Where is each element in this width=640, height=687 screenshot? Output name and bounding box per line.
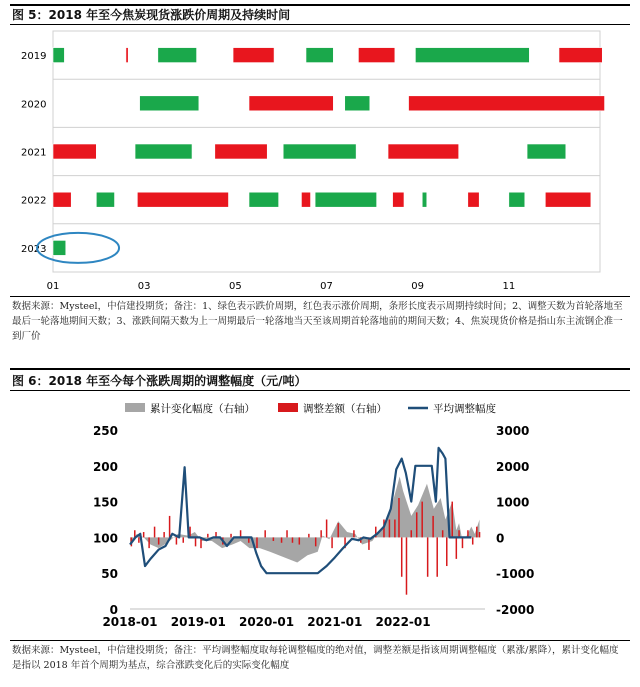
fig6-bar-adjustment [169,516,171,537]
fig6-bar-adjustment [436,537,438,576]
fig5-period-bar-up [233,48,274,63]
fig6-left-tick-label: 250 [92,424,118,438]
fig6-legend-swatch [125,403,145,412]
fig6-bar-adjustment [176,537,178,544]
fig6-x-tick-label: 2020-01 [238,615,295,629]
fig6-bar-adjustment [432,516,434,537]
fig6-bar-adjustment [183,537,185,542]
fig6-bar-adjustment [337,523,339,537]
fig5-period-bar-up [545,192,591,207]
fig5-period-bar-up [358,48,394,63]
fig5-period-bar-down [345,96,370,111]
fig5-x-tick-label: 11 [502,281,516,292]
fig6-bar-adjustment [416,512,418,537]
fig5-row-label: 2020 [21,99,47,111]
fig5-x-tick-label: 07 [320,281,333,292]
fig6-x-tick-label: 2021-01 [307,615,363,629]
fig5-period-bar-down [96,192,114,207]
fig5-period-bar-down [422,192,427,207]
fig6-bar-adjustment [292,537,294,542]
fig6-bar-adjustment [264,530,266,537]
fig6-left-tick-label: 100 [92,531,118,546]
fig6-bar-adjustment [406,537,408,594]
fig6-legend-label: 累计变化幅度（右轴） [150,403,255,415]
fig5-period-bar-down [527,144,566,159]
fig6-bar-adjustment [273,537,275,541]
fig6-bar-adjustment [401,537,403,576]
fig6-bar-adjustment [163,532,165,537]
fig6-top-rule [10,368,630,370]
fig6-x-tick-label: 2022-01 [375,615,431,629]
fig6-legend-label: 平均调整幅度 [433,403,496,415]
fig5-period-bar-down [53,48,64,63]
fig5-period-bar-down [415,48,529,63]
fig5-row-label: 2022 [21,195,47,207]
fig5-highlight-circle [37,233,119,263]
fig6-bar-adjustment [230,534,232,538]
fig6-bar-adjustment [326,520,328,538]
fig6-line-chart [0,392,640,637]
fig5-period-bar-up [137,192,228,207]
fig6-x-tick-label: 2018-01 [102,615,158,629]
fig6-title: 图 6：2018 年至今每个涨跌周期的调整幅度（元/吨） [12,374,307,388]
fig6-right-tick-label: -2000 [496,603,535,617]
fig5-period-bar-up [393,192,404,207]
fig5-period-bar-down [53,240,66,255]
fig5-period-bar-up [559,48,602,63]
fig5-period-bar-up [249,96,333,111]
fig6-right-tick-label: 1000 [496,495,530,510]
fig6-bar-adjustment [411,530,413,537]
fig6-bar-adjustment [427,537,429,576]
fig6-bar-adjustment [389,520,391,538]
fig6-left-tick-label: 150 [92,495,118,510]
fig6-bar-adjustment [207,534,209,538]
fig6-bar-adjustment [442,530,444,537]
fig6-title-rule [10,390,630,391]
fig6-bar-adjustment [143,532,145,537]
fig6-bar-adjustment [456,537,458,558]
fig5-x-tick-label: 03 [137,281,151,292]
fig6-bar-adjustment [299,537,301,544]
fig5-period-bar-down [306,48,333,63]
fig5-period-bar-down [249,192,279,207]
fig6-left-tick-label: 50 [101,567,118,582]
fig6-right-tick-label: 3000 [496,424,530,438]
fig6-bar-adjustment [398,498,400,537]
fig6-bar-adjustment [394,520,396,538]
fig6-left-tick-label: 0 [109,603,118,617]
fig6-bar-adjustment [281,537,283,542]
fig6-bar-adjustment [158,537,160,544]
fig6-right-tick-label: 0 [496,531,505,546]
fig6-bar-adjustment [451,502,453,538]
fig5-period-bar-up [468,192,479,207]
fig5-period-bar-down [283,144,356,159]
fig6-bar-adjustment [476,527,478,538]
fig5-source-rule [10,296,630,297]
fig6-right-tick-label: 2000 [496,459,530,474]
fig5-row-label: 2023 [21,243,47,255]
fig5-period-bar-up [126,48,128,63]
fig6-legend-label: 调整差额（右轴） [303,403,387,415]
fig5-period-bar-down [140,96,199,111]
fig6-bar-adjustment [138,537,140,542]
fig6-bar-adjustment [479,532,481,537]
fig6-bar-adjustment [353,530,355,537]
fig6-bar-adjustment [195,537,197,546]
fig6-right-tick-label: -1000 [496,567,535,582]
fig6-left-tick-label: 200 [92,459,118,474]
fig6-legend-swatch [278,403,298,412]
fig5-title: 图 5：2018 年至今焦炭现货涨跌价周期及持续时间 [12,8,291,22]
fig5-x-tick-label: 01 [46,281,60,292]
fig5-row-label: 2019 [21,51,47,63]
fig5-period-bar-up [301,192,310,207]
fig6-bar-adjustment [331,537,333,548]
fig6-bar-adjustment [421,502,423,538]
fig6-source-rule [10,640,630,641]
fig5-x-tick-label: 05 [228,281,242,292]
fig6-bar-adjustment [154,527,156,538]
fig6-bar-adjustment [256,537,258,548]
fig6-bar-adjustment [286,530,288,537]
fig5-period-bar-up [388,144,459,159]
fig5-period-bar-down [509,192,525,207]
fig5-period-bar-down [158,48,197,63]
fig5-source-note: 数据来源：Mysteel，中信建投期货；备注：1、绿色表示跌价周期，红色表示涨价周期，条形长度表示周期持续时间；2、调整天数为首轮落地至最后一轮落地期间天数；3、涨跌间隔天数为上一周期最后一轮落地当天至该周期首轮落地前的期间天数；4、焦炭现货价格是指山东主流钢企准一到厂价 [12,301,623,342]
fig5-x-tick-label: 09 [411,281,425,292]
fig6-bar-adjustment [308,534,310,538]
fig5-period-bar-down [315,192,377,207]
fig6-bar-adjustment [320,530,322,537]
fig5-period-bar-up [215,144,267,159]
fig5-period-bar-up [53,144,96,159]
fig5-title-rule [10,24,630,25]
fig6-bar-adjustment [472,537,474,544]
fig6-bar-adjustment [148,537,150,548]
fig6-bar-adjustment [462,537,464,548]
fig6-bar-adjustment [315,537,317,546]
fig5-gantt-chart [0,28,640,300]
fig5-row-label: 2021 [21,147,47,159]
fig5-period-bar-up [409,96,605,111]
fig5-period-bar-up [53,192,71,207]
fig5-period-bar-down [135,144,192,159]
fig6-source-note: 数据来源：Mysteel，中信建投期货；备注：平均调整幅度取每轮调整幅度的绝对值，调整差额是指该周期调整幅度（累涨/累降），累计变化幅度是指以 2018 年首个周期为基点，综合涨跌变化后的实际变化幅度 [12,645,619,671]
fig6-bar-adjustment [446,537,448,566]
fig6-x-tick-label: 2019-01 [170,615,226,629]
